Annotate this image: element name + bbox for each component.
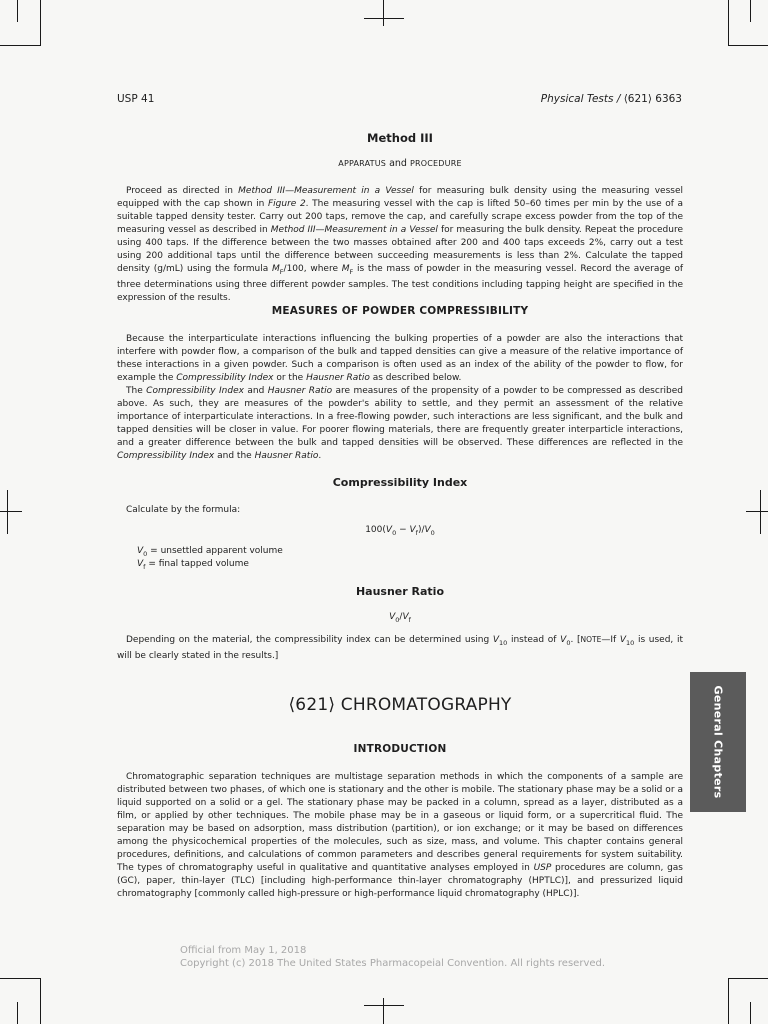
introduction-heading: INTRODUCTION bbox=[353, 743, 447, 755]
compressibility-heading: MEASURES OF POWDER COMPRESSIBILITY bbox=[271, 305, 529, 317]
crop-mark bbox=[0, 978, 40, 979]
hausner-note: Depending on the material, the compressibility index can be determined using $V_{10}$ instead of $V_0$. [NOTE—If $V_{10}$ is used, it will be clearly stated in the results.] bbox=[117, 635, 683, 661]
crop-mark bbox=[0, 45, 40, 46]
subheading-apparatus: APPARATUS bbox=[338, 159, 387, 168]
crop-mark bbox=[17, 1002, 18, 1024]
crop-mark bbox=[728, 45, 768, 46]
footer-copyright: Copyright (c) 2018 The United States Pharmacopeial Convention. All rights reserved. bbox=[180, 958, 606, 969]
method-iii-paragraph: Proceed as directed in Method III—Measurement in a Vessel for measuring bulk density using the measuring vessel equipped with the cap shown in Figure 2. The measuring vessel with the cap is lifted 50–60 times per min by the use of a suitable tapped density tester. Carry out 200 taps, remove the cap, and carefully scrape excess powder from the top of the measuring vessel as described in Method III—Measurement in a Vessel for measuring the bulk density. Repeat the procedure using 400 taps. If the difference between the two masses obtained after 200 and 400 taps exceeds 2%, carry out a test using 200 additional taps until the difference between succeeding measurements is less than 2%. Calculate the tapped density (g/mL) using the formula $M_F/100$, where $M_F$ is the mass of powder in the measuring vessel. Record the average of three determinations using three different powder samples. The test conditions including tapping height are specified in the expression of the results. bbox=[117, 186, 684, 303]
crop-mark bbox=[40, 978, 41, 1024]
crop-mark bbox=[17, 0, 18, 22]
crop-mark bbox=[746, 511, 768, 512]
footer-official-date: Official from May 1, 2018 bbox=[180, 945, 307, 956]
running-header-right bbox=[541, 93, 682, 105]
subheading-procedure: PROCEDURE bbox=[409, 159, 462, 168]
compressibility-text bbox=[117, 333, 683, 463]
crop-mark bbox=[364, 18, 404, 19]
crop-mark bbox=[364, 1005, 404, 1006]
crop-mark bbox=[7, 490, 8, 534]
subheading-and: and bbox=[386, 158, 410, 169]
compressibility-paragraph-2: The Compressibility Index and Hausner Ratio are measures of the propensity of a powder to be compressed as described above. As such, they are measures of the powder's ability to settle, and they permit an assessment of the relative importance of interparticulate interactions. In a free-flowing powder, such interactions are less significant, and the bulk and tapped densities will be closer in value. For poorer flowing materials, there are frequently greater interparticle interactions, and a greater difference between the bulk and tapped densities will be observed. These differences are reflected in the Compressibility Index and the Hausner Ratio. bbox=[117, 386, 683, 461]
method-iii-heading: Method III bbox=[367, 131, 433, 145]
header-chapter-page: ⟨621⟩ 6363 bbox=[620, 93, 682, 105]
crop-mark bbox=[728, 0, 729, 46]
crop-mark bbox=[0, 511, 22, 512]
crop-mark bbox=[750, 1002, 751, 1024]
crop-mark bbox=[750, 0, 751, 22]
hausner-formula: $V_0/V_f$ bbox=[389, 612, 411, 624]
running-header-left: USP 41 bbox=[117, 93, 155, 105]
crop-mark bbox=[383, 0, 384, 26]
definition-v0: $V_0$ = unsettled apparent volume bbox=[137, 546, 283, 558]
crop-mark bbox=[40, 0, 41, 46]
chromatography-text bbox=[117, 771, 683, 901]
hausner-note-text bbox=[117, 633, 683, 663]
chapter-title: ⟨621⟩ CHROMATOGRAPHY bbox=[288, 695, 512, 715]
crop-mark bbox=[760, 490, 761, 534]
formula-intro: Calculate by the formula: bbox=[126, 505, 241, 515]
crop-mark bbox=[383, 998, 384, 1024]
definition-vf: $V_f$ = final tapped volume bbox=[137, 559, 249, 571]
hausner-ratio-heading: Hausner Ratio bbox=[355, 585, 445, 598]
apparatus-procedure-subheading bbox=[117, 158, 683, 169]
general-chapters-tab bbox=[690, 672, 746, 812]
compressibility-paragraph-1: Because the interparticulate interactions influencing the bulking properties of a powder are also the interactions that interfere with powder flow, a comparison of the bulk and tapped densities can give a measure of the relative importance of these interactions in a given powder. Such a comparison is often used as an index of the ability of the powder to flow, for example the Compressibility Index or the Hausner Ratio as described below. bbox=[117, 334, 683, 383]
sidetab-label: General Chapters bbox=[711, 685, 725, 799]
header-section-name: Physical Tests / bbox=[540, 93, 621, 105]
crop-mark bbox=[728, 978, 768, 979]
method-iii-text bbox=[117, 185, 683, 305]
crop-mark bbox=[728, 978, 729, 1024]
compressibility-index-heading: Compressibility Index bbox=[332, 476, 468, 489]
compressibility-formula: $100(V_0 - V_f)/V_0$ bbox=[365, 525, 435, 537]
chromatography-paragraph: Chromatographic separation techniques are multistage separation methods in which the components of a sample are distributed between two phases, of which one is stationary and the other is mobile. The stationary phase may be a solid or a liquid supported on a solid or a gel. The stationary phase may be packed in a column, spread as a layer, distributed as a film, or applied by other techniques. The mobile phase may be in a gaseous or liquid form, or a supercritical fluid. The separation may be based on adsorption, mass distribution (partition), or ion exchange; or it may be based on differences among the physicochemical properties of the molecules, such as size, mass, and volume. This chapter contains general procedures, definitions, and calculations of common parameters and describes general requirements for system suitability. The types of chromatography useful in qualitative and quantitative analyses employed in USP procedures are column, gas (GC), paper, thin-layer (TLC) [including high-performance thin-layer chromatography (HPTLC)], and pressurized liquid chromatography [commonly called high-pressure or high-performance liquid chromatography (HPLC)]. bbox=[117, 772, 683, 899]
